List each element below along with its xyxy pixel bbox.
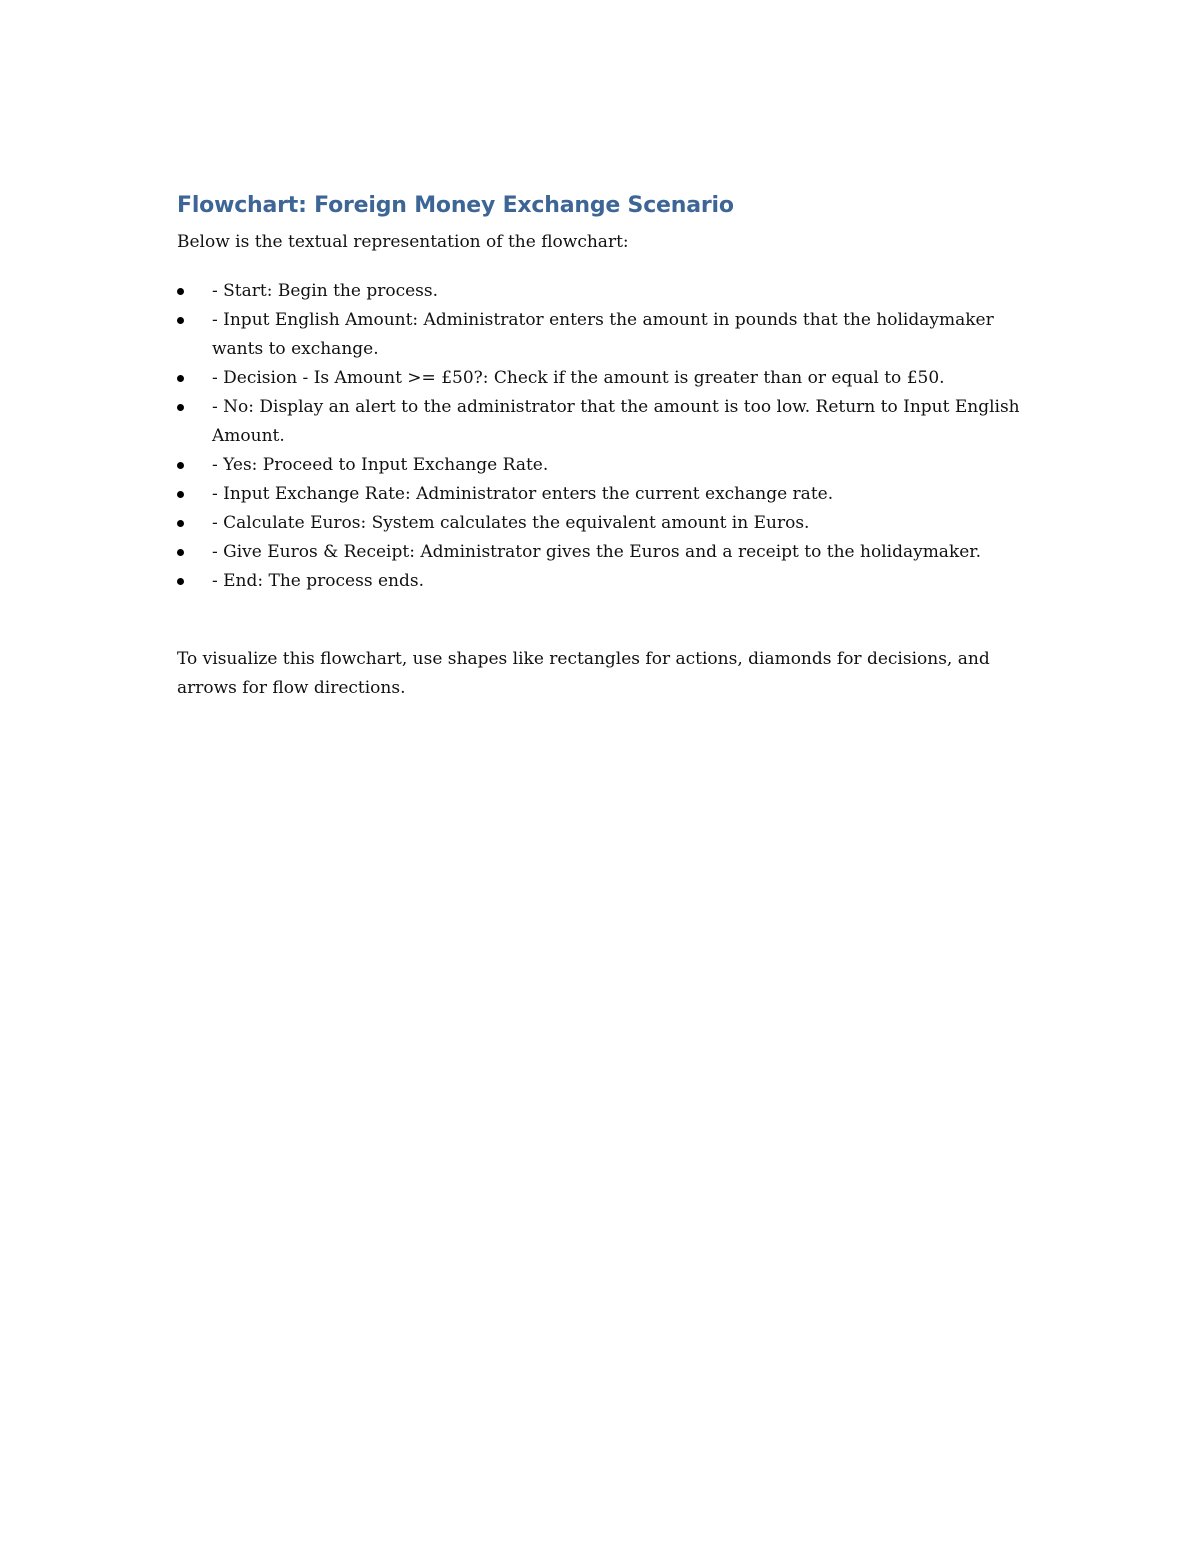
list-item-decision bbox=[177, 364, 1037, 393]
bullet-icon bbox=[177, 549, 184, 556]
closing-paragraph: To visualize this flowchart, use shapes like rectangles for actions, diamonds for decisions, and arrows for flow directions. bbox=[177, 649, 990, 698]
bullet-icon bbox=[177, 288, 184, 295]
bullet-icon bbox=[177, 462, 184, 469]
list-item-yes bbox=[177, 451, 1037, 480]
list-item-text: - End: The process ends. bbox=[212, 571, 424, 591]
intro-paragraph: Below is the textual representation of the flowchart: bbox=[177, 232, 629, 252]
bullet-icon bbox=[177, 404, 184, 411]
list-item-text: - No: Display an alert to the administrator that the amount is too low. Return to Input English Amount. bbox=[212, 397, 1020, 446]
list-item-text: - Input Exchange Rate: Administrator enters the current exchange rate. bbox=[212, 484, 834, 504]
bullet-icon bbox=[177, 375, 184, 382]
flowchart-steps-list bbox=[177, 277, 1037, 596]
list-item-text: - Input English Amount: Administrator enters the amount in pounds that the holidaymaker wants to exchange. bbox=[212, 310, 994, 359]
list-item-give-euros-receipt bbox=[177, 538, 1037, 567]
bullet-icon bbox=[177, 578, 184, 585]
list-item-text: - Start: Begin the process. bbox=[212, 281, 438, 301]
list-item-input-exchange-rate bbox=[177, 480, 1037, 509]
document-body bbox=[177, 190, 1037, 703]
list-item-end bbox=[177, 567, 1037, 596]
list-item-input-english-amount bbox=[177, 306, 1037, 364]
bullet-icon bbox=[177, 317, 184, 324]
list-item-text: - Yes: Proceed to Input Exchange Rate. bbox=[212, 455, 549, 475]
list-item-no bbox=[177, 393, 1037, 451]
list-item-text: - Decision - Is Amount >= £50?: Check if the amount is greater than or equal to £50. bbox=[212, 368, 945, 388]
list-item-start bbox=[177, 277, 1037, 306]
bullet-icon bbox=[177, 491, 184, 498]
bullet-icon bbox=[177, 520, 184, 527]
list-item-calculate-euros bbox=[177, 509, 1037, 538]
document-title: Flowchart: Foreign Money Exchange Scenario bbox=[177, 193, 734, 218]
list-item-text: - Calculate Euros: System calculates the equivalent amount in Euros. bbox=[212, 513, 810, 533]
list-item-text: - Give Euros & Receipt: Administrator gives the Euros and a receipt to the holidaymaker. bbox=[212, 542, 981, 562]
